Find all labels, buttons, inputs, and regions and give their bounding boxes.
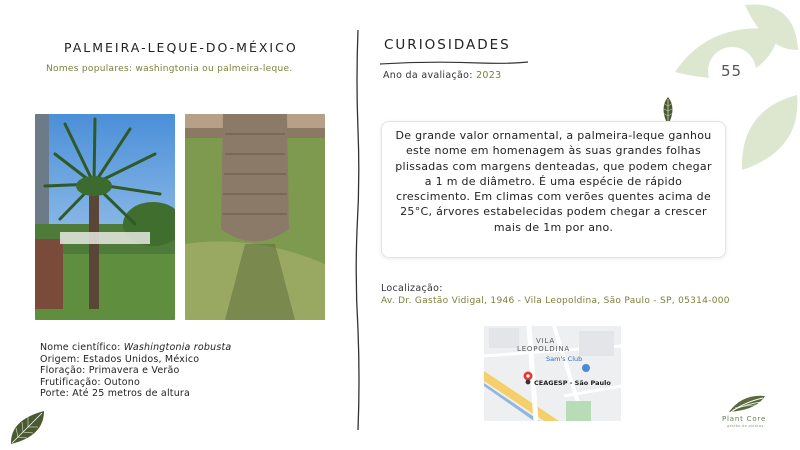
map-marker-label: CEAGESP - São Paulo [534, 379, 611, 387]
curiosities-title: CURIOSIDADES [384, 37, 511, 53]
description-text: De grande valor ornamental, a palmeira-leque ganhou este nome em homenagem às suas grandes folhas plissadas com margens denteadas, que podem chegar a 1 m de diâmetro. É uma espécie de rápido crescimento. Em climas com verões quentes acima de 25°C, árvores estabelecidas podem chegar a crescer mais de 1m por ano. [395, 129, 712, 234]
map-district2: LEOPOLDINA [517, 345, 570, 353]
location-label: Localização: [381, 283, 443, 294]
decorative-leaves [670, 0, 800, 180]
location-map[interactable] [484, 326, 621, 421]
logo-tagline: gestão de plantas [727, 424, 764, 428]
evaluation-year [383, 70, 501, 81]
map-poi: Sam's Club [546, 355, 583, 363]
popular-names: Nomes populares: washingtonia ou palmeira-leque. [46, 64, 293, 74]
plant-title: PALMEIRA-LEQUE-DO-MÉXICO [64, 40, 298, 55]
size-line: Porte: Até 25 metros de altura [40, 388, 191, 400]
plant-core-logo-icon [727, 392, 767, 414]
location-address: Av. Dr. Gastão Vidigal, 1946 - Vila Leopoldina, São Paulo - SP, 05314-000 [381, 296, 730, 306]
scientific-name-line [40, 342, 231, 354]
scientific-label: Nome científico: [40, 342, 124, 353]
fruiting-line: Frutificação: Outono [40, 376, 141, 388]
scientific-name: Washingtonia robusta [123, 342, 232, 353]
origin-line: Origem: Estados Unidos, México [40, 353, 200, 365]
title-underline [380, 52, 530, 60]
trunk-photo [185, 114, 325, 320]
logo-name: Plant Core [722, 415, 767, 423]
leaf-icon [8, 408, 48, 446]
palm-photo [35, 114, 175, 320]
plant-info [40, 342, 231, 400]
map-district: VILA [536, 337, 555, 345]
flowering-line: Floração: Primavera e Verão [40, 365, 180, 377]
page-number: 55 [721, 62, 743, 80]
vertical-divider [351, 30, 365, 430]
year-label: Ano da avaliação: [383, 70, 477, 81]
year-value: 2023 [476, 70, 502, 81]
